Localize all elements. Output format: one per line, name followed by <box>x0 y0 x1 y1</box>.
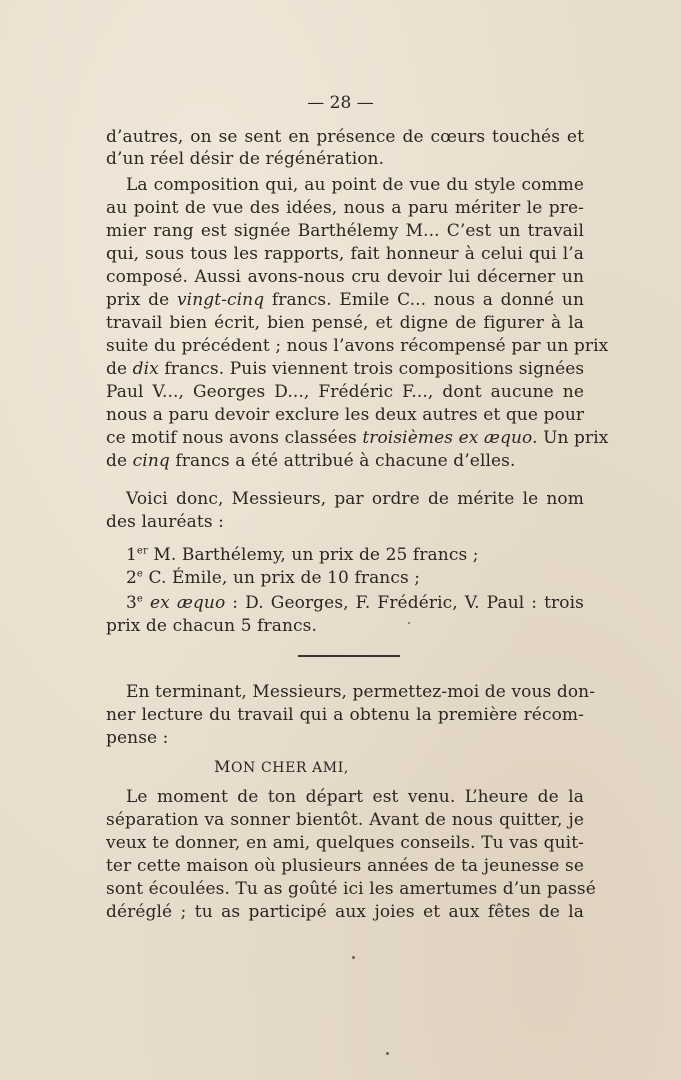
text-line: d’autres, on se sent en présence de cœurs touchés et <box>106 127 584 147</box>
italic-amount: cinq <box>132 451 170 471</box>
rank-number: 3 <box>126 593 137 613</box>
paper-speck <box>386 1052 389 1055</box>
text-line: pense : <box>106 728 169 748</box>
rank-suffix: e <box>136 593 143 605</box>
text-line: Le moment de ton départ est venu. L’heure de la <box>126 787 584 807</box>
text-line: En terminant, Messieurs, permettez-moi de vous don- <box>126 682 596 702</box>
text-line: ter cette maison où plusieurs années de ta jeunesse se <box>106 856 584 876</box>
rank-number: 1 <box>126 545 137 565</box>
rank-suffix: e <box>136 568 143 580</box>
text-line: au point de vue des idées, nous a paru mériter le pre- <box>106 198 584 218</box>
text-line: travail bien écrit, bien pensé, et digne de figurer à la <box>106 313 584 333</box>
text-run: Un prix <box>537 428 609 448</box>
text-line: La composition qui, au point de vue du style comme <box>126 175 584 195</box>
text-line: composé. Aussi avons-nous cru devoir lui décerner un <box>106 267 584 287</box>
text-line <box>106 289 584 311</box>
salutation-rest: ON CHER AMI, <box>230 760 349 776</box>
text-line: suite du précédent ; nous l’avons récompensé par un prix <box>106 336 609 356</box>
text-line <box>106 450 584 472</box>
text-run: francs a été attribué à chacune d’elles. <box>169 451 516 471</box>
text-run: de <box>106 359 133 379</box>
laureate-entry <box>126 544 584 566</box>
text-line: Voici donc, Messieurs, par ordre de mérite le nom <box>126 489 584 509</box>
italic-phrase: troisièmes ex æquo. <box>362 428 538 448</box>
text-line: sont écoulées. Tu as goûté ici les amertumes d’un passé <box>106 879 596 899</box>
text-line: nous a paru devoir exclure les deux autres et que pour <box>106 405 585 425</box>
paper-speck <box>352 956 355 959</box>
rank-number: 2 <box>126 568 137 588</box>
text-line: qui, sous tous les rapports, fait honneur à celui qui l’a <box>106 244 584 264</box>
paper-speck <box>408 622 410 624</box>
text-line: séparation va sonner bientôt. Avant de nous quitter, je <box>106 810 584 830</box>
text-line: des lauréats : <box>106 512 225 532</box>
text-line: mier rang est signée Barthélemy M... C’est un travail <box>106 221 584 241</box>
text-line <box>106 358 584 380</box>
section-divider <box>298 655 400 657</box>
text-line: déréglé ; tu as participé aux joies et aux fêtes de la <box>106 902 584 922</box>
text-line: Paul V..., Georges D..., Frédéric F..., dont aucune ne <box>106 382 584 402</box>
laureate-text: : D. Georges, F. Frédéric, V. Paul : trois <box>225 593 584 613</box>
laureate-entry <box>126 592 584 614</box>
italic-phrase: ex æquo <box>142 593 226 613</box>
text-line: prix de chacun 5 francs. <box>106 616 317 636</box>
italic-amount: dix <box>132 359 159 379</box>
text-run: ce motif nous avons classées <box>106 428 363 448</box>
text-run: francs. Emile C... nous a donné un <box>264 290 584 310</box>
text-line: veux te donner, en ami, quelques conseils. Tu vas quit- <box>106 833 584 853</box>
text-run: de <box>106 451 133 471</box>
page-number: — 28 — <box>307 93 374 113</box>
laureate-text: M. Barthélemy, un prix de 25 francs ; <box>147 545 479 565</box>
letter-salutation <box>214 757 349 776</box>
rank-suffix: er <box>136 545 148 557</box>
text-line <box>106 427 609 449</box>
text-run: prix de <box>106 290 177 310</box>
laureate-text: C. Émile, un prix de 10 francs ; <box>142 568 421 588</box>
text-line: ner lecture du travail qui a obtenu la première récom- <box>106 705 584 725</box>
text-line: d’un réel désir de régénération. <box>106 149 385 169</box>
text-run: francs. Puis viennent trois compositions signées <box>158 359 585 379</box>
laureate-entry <box>126 567 584 589</box>
italic-amount: vingt-cinq <box>176 290 265 310</box>
salutation-initial: M <box>214 757 231 776</box>
